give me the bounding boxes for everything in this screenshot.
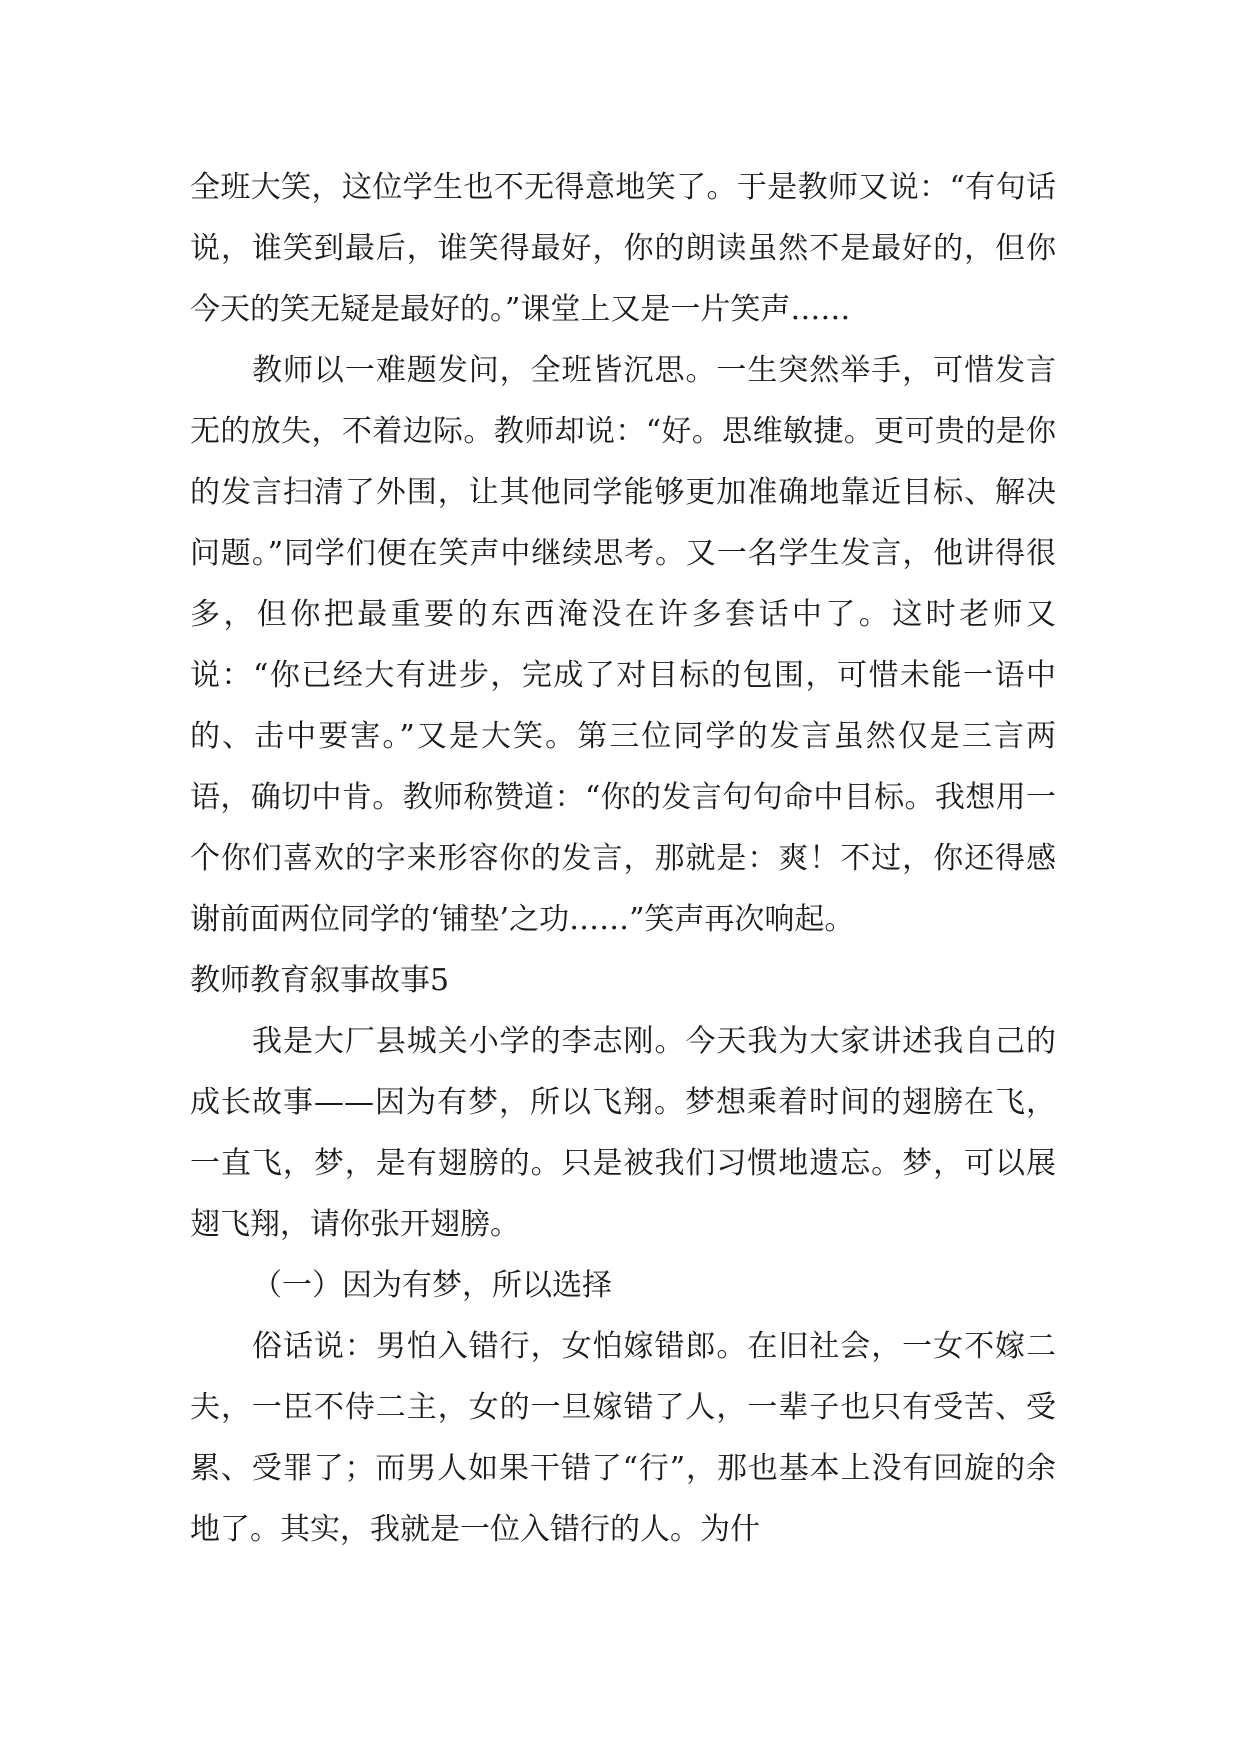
- paragraph-difficult-question: 教师以一难题发问，全班皆沉思。一生突然举手，可惜发言无的放失，不着边际。教师却说：“好。思维敏捷。更可贵的是你的发言扫清了外围，让其他同学能够更加准确地靠近目标、解决问题。”同学们便在笑声中继续思考。又一名学生发言，他讲得很多，但你把最重要的东西淹没在许多套话中了。这时老师又说：“你已经大有进步，完成了对目标的包围，可惜未能一语中的、击中要害。”又是大笑。第三位同学的发言虽然仅是三言两语，确切中肯。教师称赞道：“你的发言句句命中目标。我想用一个你们喜欢的字来形容你的发言，那就是：爽！不过，你还得感谢前面两位同学的‘铺垫’之功……”笑声再次响起。: [190, 353, 1056, 937]
- subsection-heading: （一）因为有梦，所以选择: [252, 1268, 612, 1303]
- paragraph-introduction: 我是大厂县城关小学的李志刚。今天我为大家讲述我自己的成长故事——因为有梦，所以飞翔。梦想乘着时间的翅膀在飞，一直飞，梦，是有翅膀的。只是被我们习惯地遗忘。梦，可以展翅飞翔，请你张开翅膀。: [190, 1024, 1056, 1242]
- section-heading: 教师教育叙事故事5: [190, 963, 450, 998]
- paragraph-laughter-reading: 全班大笑，这位学生也不无得意地笑了。于是教师又说：“有句话说，谁笑到最后，谁笑得最好，你的朗读虽然不是最好的，但你今天的笑无疑是最好的。”课堂上又是一片笑声……: [190, 170, 1056, 327]
- document-body: [190, 157, 1056, 1560]
- paragraph-proverb: 俗话说：男怕入错行，女怕嫁错郎。在旧社会，一女不嫁二夫，一臣不侍二主，女的一旦嫁错了人，一辈子也只有受苦、受累、受罪了；而男人如果干错了“行”，那也基本上没有回旋的余地了。其实，我就是一位入错行的人。为什: [190, 1329, 1056, 1547]
